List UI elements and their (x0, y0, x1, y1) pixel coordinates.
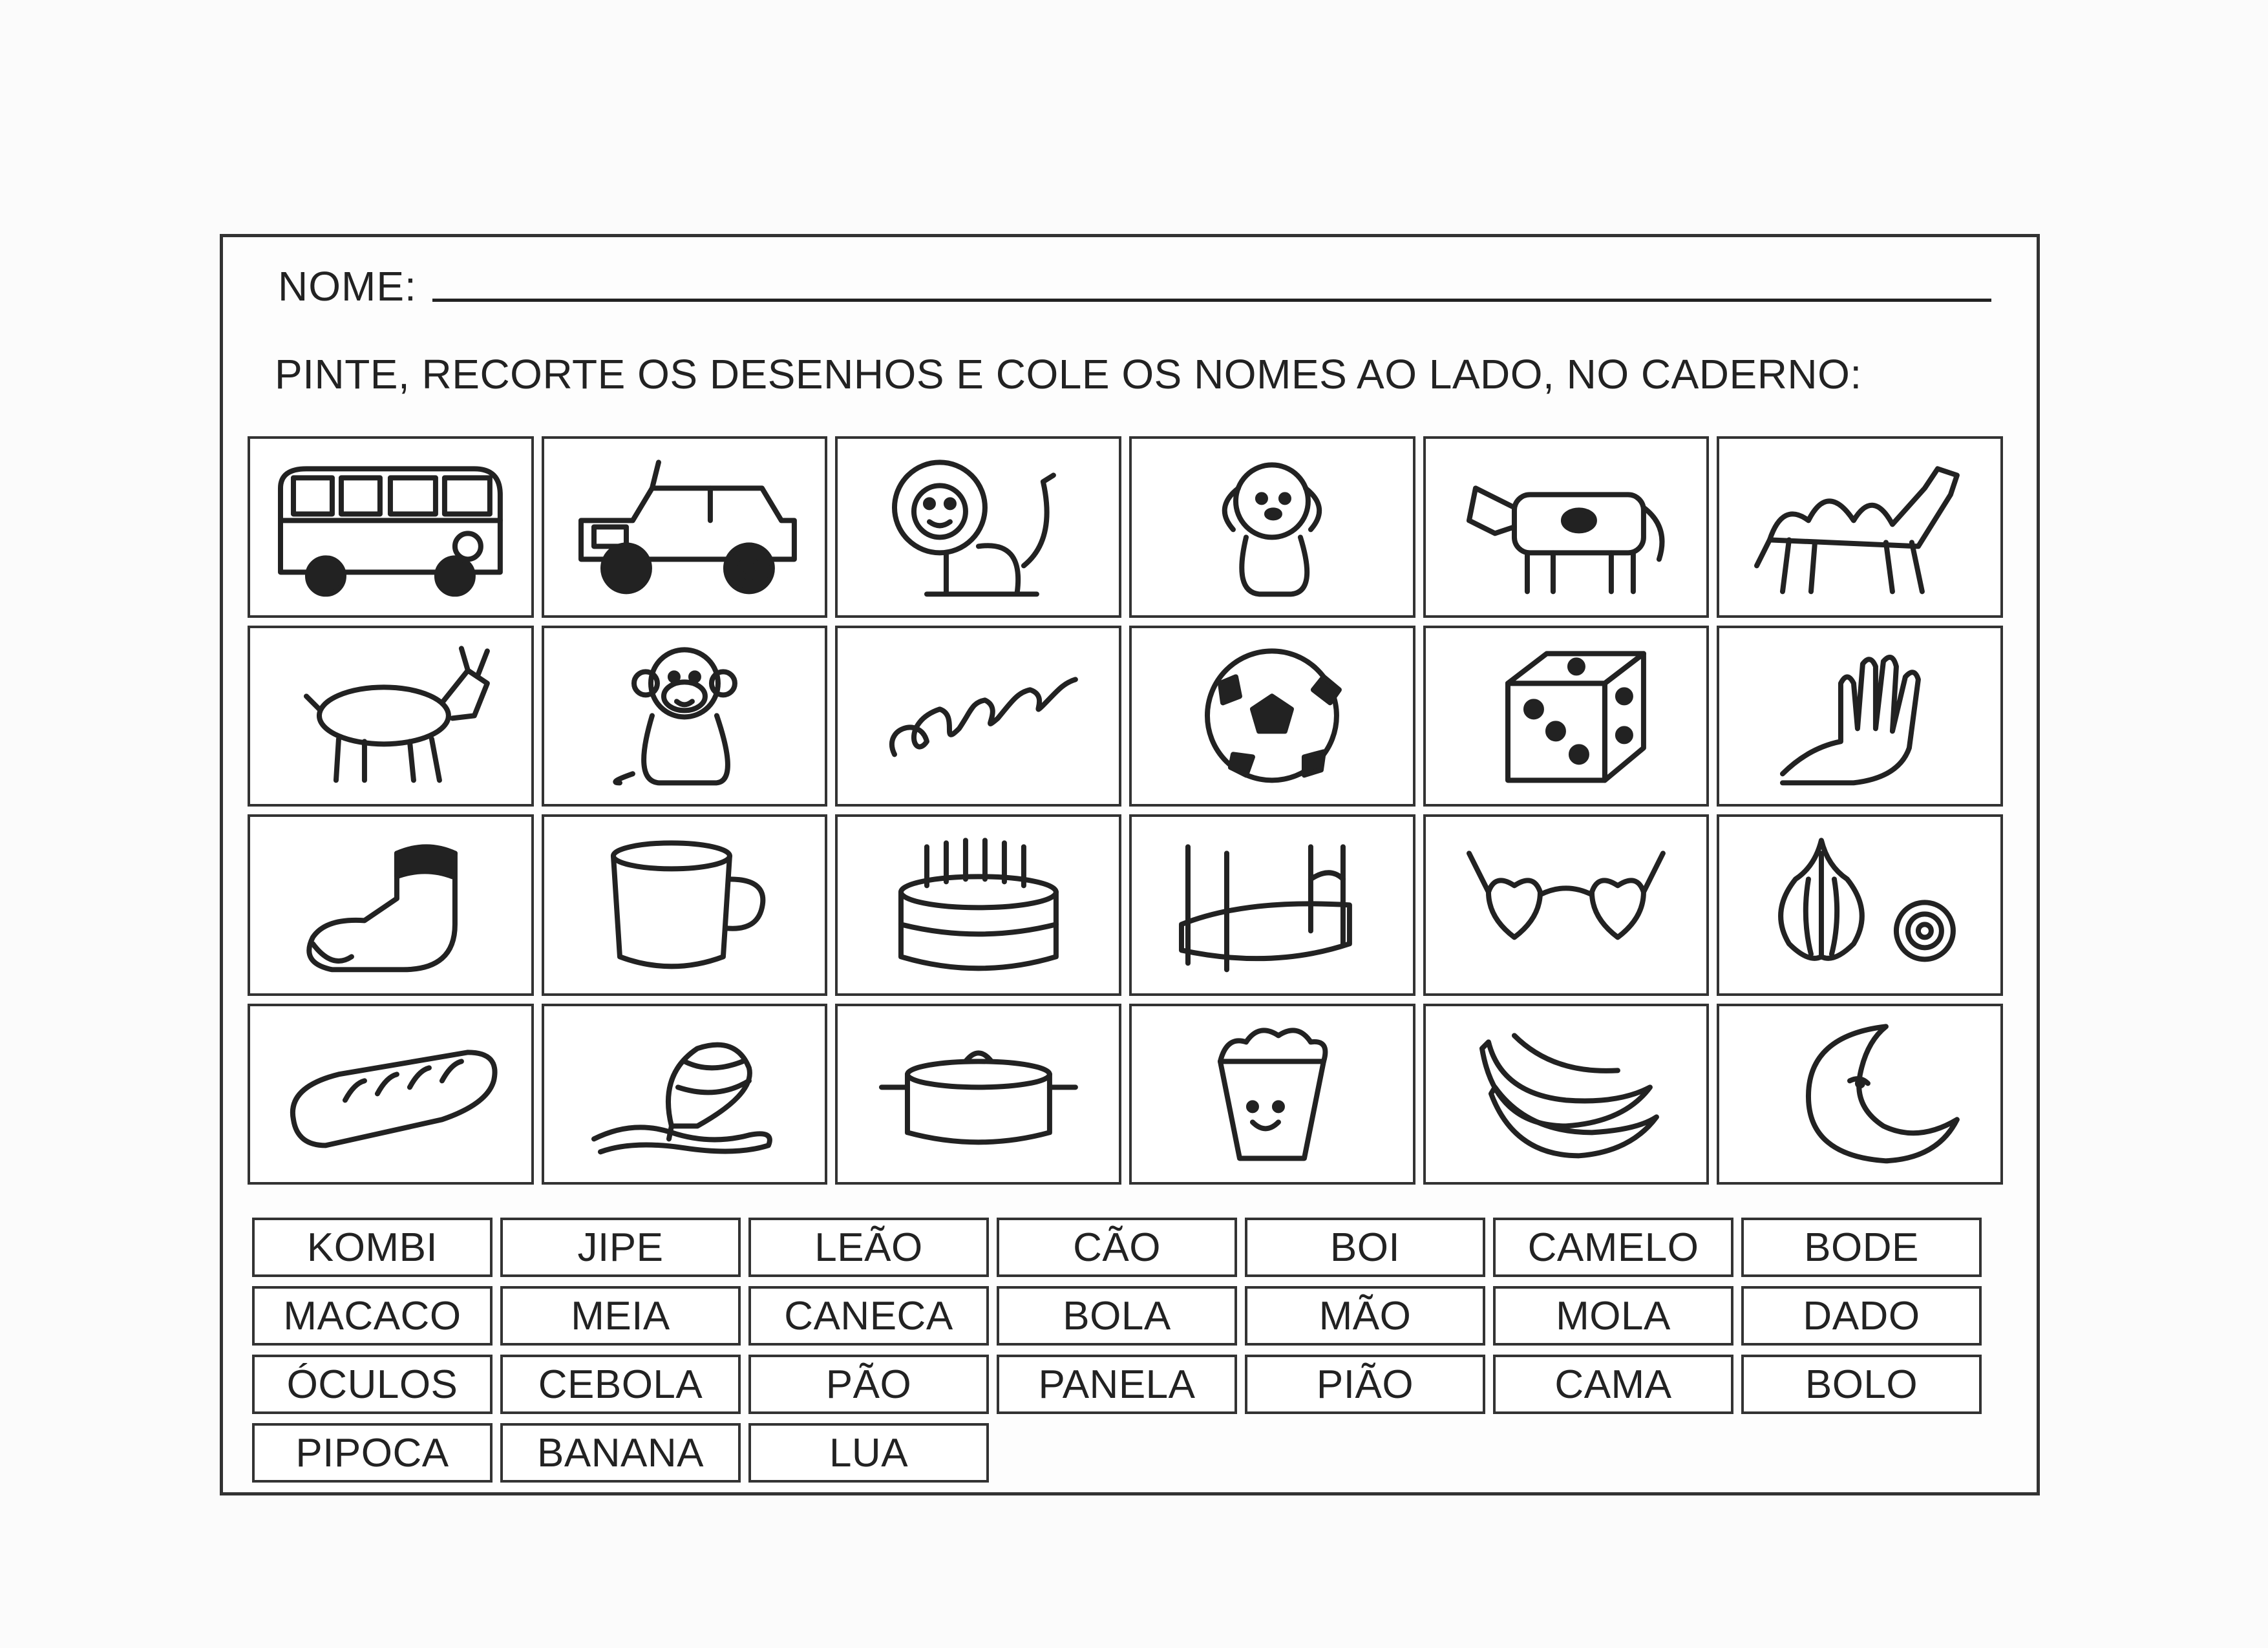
picture-cake (835, 814, 1121, 996)
word-card[interactable]: CÃO (997, 1218, 1237, 1277)
picture-bananas (1423, 1004, 1710, 1185)
word-card[interactable]: LEÃO (748, 1218, 989, 1277)
picture-die (1423, 626, 1710, 807)
monkey-icon (555, 635, 814, 797)
picture-jeep (542, 436, 828, 618)
soccer-ball-icon (1143, 635, 1401, 797)
word-card[interactable]: CANECA (748, 1286, 989, 1346)
name-line (432, 298, 1991, 302)
picture-camel (1717, 436, 2003, 618)
heart-glasses-icon (1437, 824, 1695, 986)
picture-grid (248, 436, 2003, 1185)
spinning-top-icon (555, 1013, 814, 1175)
picture-lion (835, 436, 1121, 618)
kombi-van-icon (261, 446, 520, 608)
word-card[interactable]: MÃO (1245, 1286, 1485, 1346)
picture-spring (835, 626, 1121, 807)
cow-icon (1437, 446, 1695, 608)
mug-icon (555, 824, 814, 986)
picture-cow (1423, 436, 1710, 618)
jeep-icon (555, 446, 814, 608)
name-label: NOME: (278, 263, 417, 310)
picture-top (542, 1004, 828, 1185)
word-card[interactable]: ÓCULOS (252, 1355, 493, 1414)
sock-icon (261, 824, 520, 986)
word-card[interactable]: LUA (748, 1423, 989, 1483)
picture-moon (1717, 1004, 2003, 1185)
word-card[interactable]: PIÃO (1245, 1355, 1485, 1414)
picture-bread (248, 1004, 534, 1185)
picture-glasses (1423, 814, 1710, 996)
die-icon (1437, 635, 1695, 797)
picture-dog (1129, 436, 1415, 618)
picture-goat (248, 626, 534, 807)
bananas-icon (1437, 1013, 1695, 1175)
picture-mug (542, 814, 828, 996)
word-card[interactable]: CAMELO (1493, 1218, 1733, 1277)
picture-sock (248, 814, 534, 996)
word-card[interactable]: MACACO (252, 1286, 493, 1346)
picture-monkey (542, 626, 828, 807)
instruction-text: PINTE, RECORTE OS DESENHOS E COLE OS NOMES AO LADO, NO CADERNO: (275, 351, 1862, 397)
birthday-cake-icon (849, 824, 1108, 986)
word-card[interactable]: PANELA (997, 1355, 1237, 1414)
picture-bed (1129, 814, 1415, 996)
spring-icon (849, 635, 1108, 797)
word-card[interactable]: MOLA (1493, 1286, 1733, 1346)
picture-popcorn (1129, 1004, 1415, 1185)
word-grid (252, 1218, 1982, 1483)
puppy-icon (1143, 446, 1401, 608)
bread-icon (261, 1013, 520, 1175)
word-card[interactable]: BOI (1245, 1218, 1485, 1277)
picture-onion (1717, 814, 2003, 996)
word-card[interactable]: CAMA (1493, 1355, 1733, 1414)
camel-icon (1731, 446, 1989, 608)
pot-icon (849, 1013, 1108, 1175)
popcorn-icon (1143, 1013, 1401, 1175)
word-card[interactable]: PIPOCA (252, 1423, 493, 1483)
word-card[interactable]: BOLO (1741, 1355, 1982, 1414)
onion-icon (1731, 824, 1989, 986)
moon-icon (1731, 1013, 1989, 1175)
word-card[interactable]: BOLA (997, 1286, 1237, 1346)
word-card[interactable]: BANANA (500, 1423, 741, 1483)
hand-icon (1731, 635, 1989, 797)
word-card[interactable]: JIPE (500, 1218, 741, 1277)
picture-hand (1717, 626, 2003, 807)
bed-icon (1143, 824, 1401, 986)
lion-icon (849, 446, 1108, 608)
word-card[interactable]: MEIA (500, 1286, 741, 1346)
goat-icon (261, 635, 520, 797)
word-card[interactable]: PÃO (748, 1355, 989, 1414)
word-card[interactable]: CEBOLA (500, 1355, 741, 1414)
picture-kombi (248, 436, 534, 618)
word-card[interactable]: BODE (1741, 1218, 1982, 1277)
worksheet (220, 234, 2040, 1495)
word-card[interactable]: KOMBI (252, 1218, 493, 1277)
picture-ball (1129, 626, 1415, 807)
word-card[interactable]: DADO (1741, 1286, 1982, 1346)
picture-pot (835, 1004, 1121, 1185)
name-row (278, 249, 1991, 313)
